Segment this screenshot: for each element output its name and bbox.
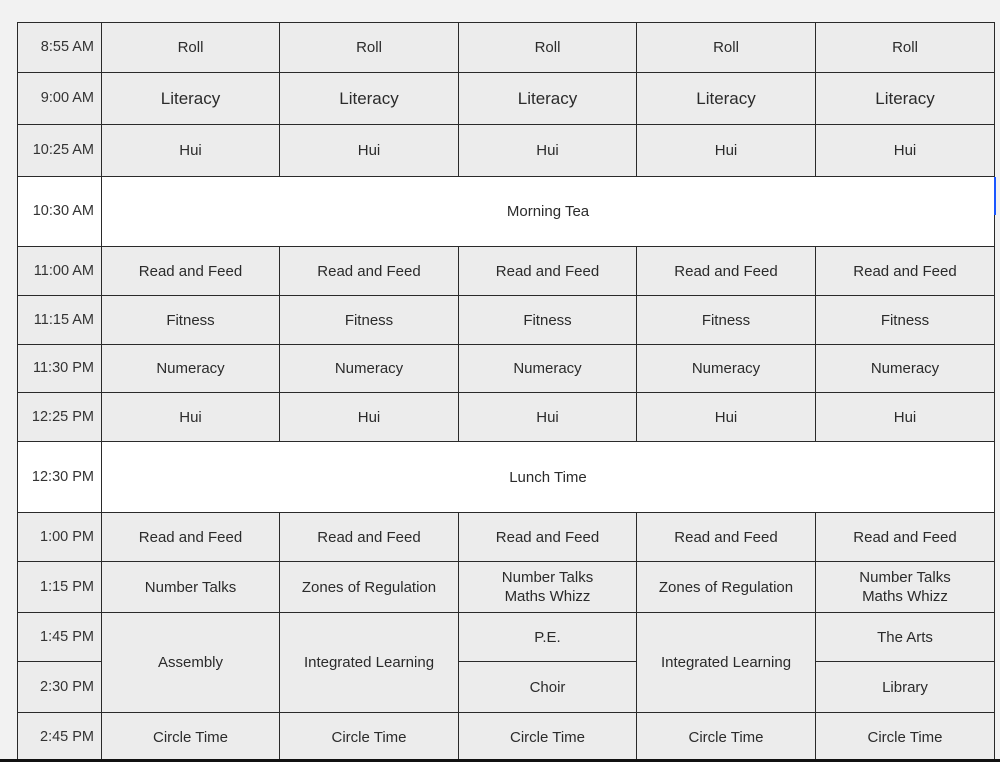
cell-fri[interactable]: Roll [816,23,995,73]
row-1315 [18,562,995,613]
cell-thu[interactable]: Circle Time [637,713,816,762]
lunch-time-cell[interactable]: Lunch Time [102,442,995,513]
cell-wed[interactable]: Roll [459,23,637,73]
cell-fri[interactable]: Literacy [816,73,995,125]
row-0855 [18,23,995,73]
cell-wed[interactable]: Literacy [459,73,637,125]
time-cell[interactable]: 10:30 AM [18,177,102,247]
cell-wed[interactable]: Hui [459,125,637,177]
morning-tea-cell[interactable] [102,177,995,247]
cell-wed[interactable]: Circle Time [459,713,637,762]
time-cell[interactable]: 1:00 PM [18,513,102,562]
cell-thu[interactable]: Hui [637,125,816,177]
time-cell[interactable]: 11:30 PM [18,345,102,393]
cell-thu-integrated[interactable]: Integrated Learning [637,613,816,713]
timetable [17,22,995,762]
row-1345 [18,613,995,662]
cell-line: Maths Whizz [862,588,948,605]
cell-tue[interactable]: Fitness [280,296,459,345]
time-cell[interactable]: 8:55 AM [18,23,102,73]
time-cell[interactable]: 12:25 PM [18,393,102,442]
time-cell[interactable]: 10:25 AM [18,125,102,177]
cell-wed-pe[interactable]: P.E. [459,613,637,662]
cell-mon[interactable]: Circle Time [102,713,280,762]
selection-marker [994,177,996,215]
row-1300 [18,513,995,562]
time-cell[interactable]: 9:00 AM [18,73,102,125]
cell-fri[interactable]: Circle Time [816,713,995,762]
cell-wed[interactable]: Numeracy [459,345,637,393]
time-cell[interactable]: 1:45 PM [18,613,102,662]
time-cell[interactable]: 12:30 PM [18,442,102,513]
cell-mon[interactable]: Read and Feed [102,247,280,296]
row-lunch [18,442,995,513]
cell-thu[interactable]: Read and Feed [637,513,816,562]
row-0900 [18,73,995,125]
time-cell[interactable]: 11:15 AM [18,296,102,345]
cell-line: Number Talks [859,569,951,586]
row-1445 [18,713,995,762]
row-1025 [18,125,995,177]
cell-tue[interactable]: Read and Feed [280,247,459,296]
cell-fri[interactable]: Hui [816,125,995,177]
cell-thu[interactable]: Roll [637,23,816,73]
cell-wed[interactable]: Read and Feed [459,247,637,296]
row-1130 [18,345,995,393]
row-1100 [18,247,995,296]
morning-tea-label: Morning Tea [506,203,590,220]
cell-mon[interactable]: Fitness [102,296,280,345]
cell-tue[interactable]: Hui [280,125,459,177]
row-1225 [18,393,995,442]
cell-tue[interactable]: Roll [280,23,459,73]
cell-wed[interactable]: Fitness [459,296,637,345]
cell-fri-library[interactable]: Library [816,662,995,713]
cell-mon[interactable]: Numeracy [102,345,280,393]
cell-fri[interactable] [816,562,995,613]
cell-fri[interactable]: Numeracy [816,345,995,393]
cell-tue[interactable]: Circle Time [280,713,459,762]
cell-thu[interactable]: Read and Feed [637,247,816,296]
cell-thu[interactable]: Literacy [637,73,816,125]
cell-fri[interactable]: Read and Feed [816,247,995,296]
cell-fri[interactable]: Hui [816,393,995,442]
cell-thu[interactable]: Hui [637,393,816,442]
row-morning-tea [18,177,995,247]
cell-thu[interactable]: Zones of Regulation [637,562,816,613]
time-cell[interactable]: 2:30 PM [18,662,102,713]
cell-line: Maths Whizz [504,588,591,605]
cell-tue[interactable]: Hui [280,393,459,442]
cell-fri-arts[interactable]: The Arts [816,613,995,662]
cell-line: Number Talks [501,569,594,586]
cell-tue[interactable]: Zones of Regulation [280,562,459,613]
cell-tue-integrated[interactable]: Integrated Learning [280,613,459,713]
cell-mon[interactable]: Hui [102,393,280,442]
cell-fri[interactable]: Read and Feed [816,513,995,562]
row-1115 [18,296,995,345]
time-cell[interactable]: 1:15 PM [18,562,102,613]
cell-mon[interactable]: Literacy [102,73,280,125]
cell-wed[interactable]: Read and Feed [459,513,637,562]
cell-wed[interactable] [459,562,637,613]
cell-thu[interactable]: Fitness [637,296,816,345]
cell-thu[interactable]: Numeracy [637,345,816,393]
cell-tue[interactable]: Numeracy [280,345,459,393]
cell-mon[interactable]: Read and Feed [102,513,280,562]
time-cell[interactable]: 11:00 AM [18,247,102,296]
cell-tue[interactable]: Literacy [280,73,459,125]
cell-mon[interactable]: Hui [102,125,280,177]
cell-tue[interactable]: Read and Feed [280,513,459,562]
cell-mon[interactable]: Roll [102,23,280,73]
cell-wed-choir[interactable]: Choir [459,662,637,713]
cell-mon-assembly[interactable]: Assembly [102,613,280,713]
cell-fri[interactable]: Fitness [816,296,995,345]
cell-wed[interactable]: Hui [459,393,637,442]
time-cell[interactable]: 2:45 PM [18,713,102,762]
cell-mon[interactable]: Number Talks [102,562,280,613]
